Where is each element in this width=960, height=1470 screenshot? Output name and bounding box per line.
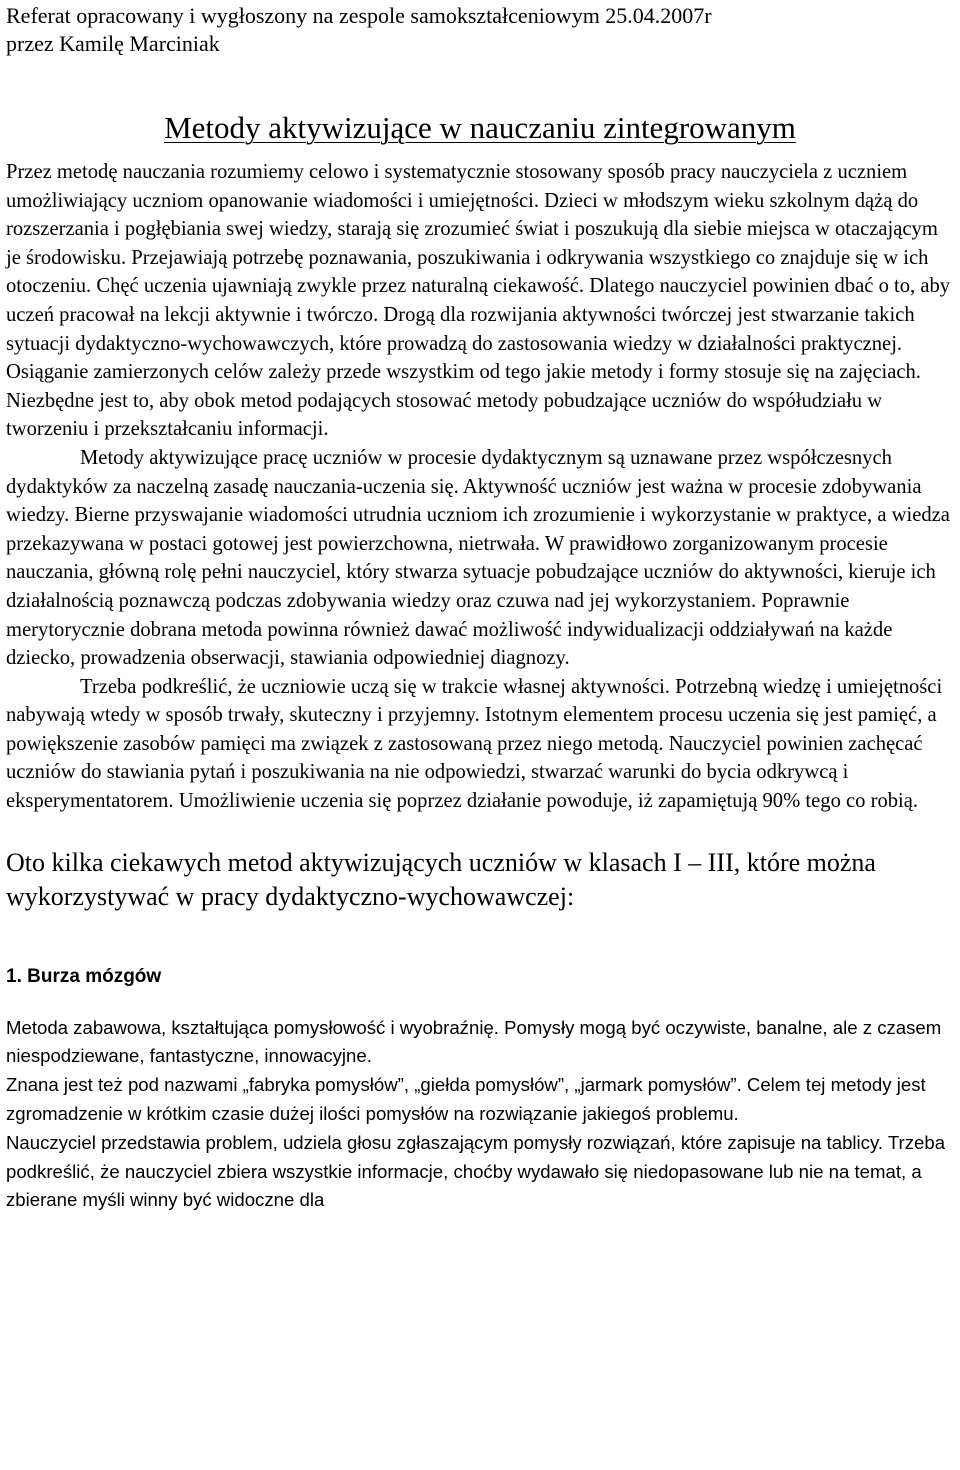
- section-heading: Oto kilka ciekawych metod aktywizujących uczniów w klasach I – III, które można wykorzystywać w pracy dydaktyczno-wychowawczej:: [6, 847, 876, 911]
- method-paragraph: Znana jest też pod nazwami „fabryka pomysłów”, „giełda pomysłów”, „jarmark pomysłów”. Celem tej metody jest zgromadzenie w krótkim czasie dużej ilości pomysłów na rozwiązanie jakiegoś problemu.: [6, 1074, 926, 1125]
- method-heading-burza-mozgow: 1. Burza mózgów: [6, 965, 162, 987]
- paragraph-methods: [6, 444, 954, 673]
- header-line-1: Referat opracowany i wygłoszony na zespole samokształceniowym 25.04.2007r: [6, 3, 712, 28]
- sentence: Aktywność uczniów jest ważna w procesie zdobywania wiedzy.: [6, 475, 922, 527]
- sentence: Niezbędne jest to, aby obok metod podających stosować metody pobudzające uczniów do współudziału w tworzeniu i przekształcaniu informacji.: [6, 389, 883, 441]
- paragraph-intro: [6, 158, 954, 444]
- method-paragraph: Nauczyciel przedstawia problem, udziela głosu zgłaszającym pomysły rozwiązań, które zapisuje na tablicy. Trzeba podkreślić, że nauczyciel zbiera wszystkie informacje, choćby wydawało się niedopasowane lub nie na temat, a zbierane myśli winny być widoczne dla: [6, 1131, 946, 1211]
- sentence: Nauczyciel powinien zachęcać uczniów do stawiania pytań i poszukiwania na nie odpowiedzi, stwarzać warunki do bycia odkrywcą i eksperymentatorem.: [6, 732, 923, 813]
- method-paragraph: Metoda zabawowa, kształtująca pomysłowość i wyobraźnię. Pomysły mogą być oczywiste, banalne, ale z czasem niespodziewane, fantastyczne, innowacyjne.: [6, 1016, 942, 1067]
- sentence: Drogą dla rozwijania aktywności twórczej jest stwarzanie takich sytuacji dydaktyczno-wychowawczych, które prowadzą do zastosowania wiedzy w działalności praktycznej.: [6, 303, 915, 355]
- sentence: Dlatego nauczyciel powinien dbać o to, aby uczeń pracował na lekcji aktywnie i twórczo.: [6, 275, 951, 326]
- header-line-2: przez Kamilę Marciniak: [6, 31, 220, 56]
- sentence: Dzieci w młodszym wieku szkolnym dążą do rozszerzania i pogłębiania swej wiedzy, starają się zrozumieć świat i poszukują dla siebie miejsca w otaczającym je środowisku.: [6, 189, 938, 269]
- sentence: Przez metodę nauczania rozumiemy celowo i systematycznie stosowany sposób pracy nauczyciela z uczniem umożliwiający uczniom opanowanie wiadomości i umiejętności.: [6, 161, 908, 212]
- sentence: Bierne przyswajanie wiadomości utrudnia uczniom ich zrozumienie i wykorzystanie w praktyce, a wiedza przekazywana w postaci gotowej jest powierzchowna, nietrwała.: [6, 504, 950, 555]
- paragraph-activity: [6, 673, 954, 816]
- sentence: Przejawiają potrzebę poznawania, poszukiwania i odkrywania wszystkiego co znajduje się w ich otoczeniu.: [6, 246, 929, 298]
- sentence: Istotnym elementem procesu uczenia się jest pamięć, a powiększenie zasobów pamięci ma związek z zastosowaną przez niego metodą.: [6, 704, 937, 755]
- sentence: Trzeba podkreślić, że uczniowie uczą się w trakcie własnej aktywności.: [80, 675, 670, 698]
- sentence: W prawidłowo zorganizowanym procesie nauczania, główną rolę pełni nauczyciel, który stwarza sytuacje pobudzające uczniów do aktywności, kieruje ich działalnością poznawczą podczas zdobywania wiedzy oraz czuwa nad jej wykorzystaniem.: [6, 532, 936, 612]
- sentence: Poprawnie merytorycznie dobrana metoda powinna również dawać możliwość indywidualizacji oddziaływań na każde dziecko, prowadzenia obserwacji, stawiania odpowiedniej diagnozy.: [6, 589, 893, 670]
- sentence: Chęć uczenia ujawniają zwykle przez naturalną ciekawość.: [96, 275, 585, 298]
- sentence: Potrzebną wiedzę i umiejętności nabywają wtedy w sposób trwały, skuteczny i przyjemny.: [6, 675, 943, 727]
- document-title: Metody aktywizujące w nauczaniu zintegrowanym: [164, 110, 796, 145]
- sentence: Umożliwienie uczenia się poprzez działanie powoduje, iż zapamiętują 90% tego co robią.: [178, 790, 919, 813]
- sentence: Osiąganie zamierzonych celów zależy przede wszystkim od tego jakie metody i formy stosuje się na zajęciach.: [6, 361, 921, 384]
- sentence: Metody aktywizujące pracę uczniów w procesie dydaktycznym są uznawane przez współczesnych dydaktyków za naczelną zasadę nauczania-uczenia się.: [6, 446, 892, 498]
